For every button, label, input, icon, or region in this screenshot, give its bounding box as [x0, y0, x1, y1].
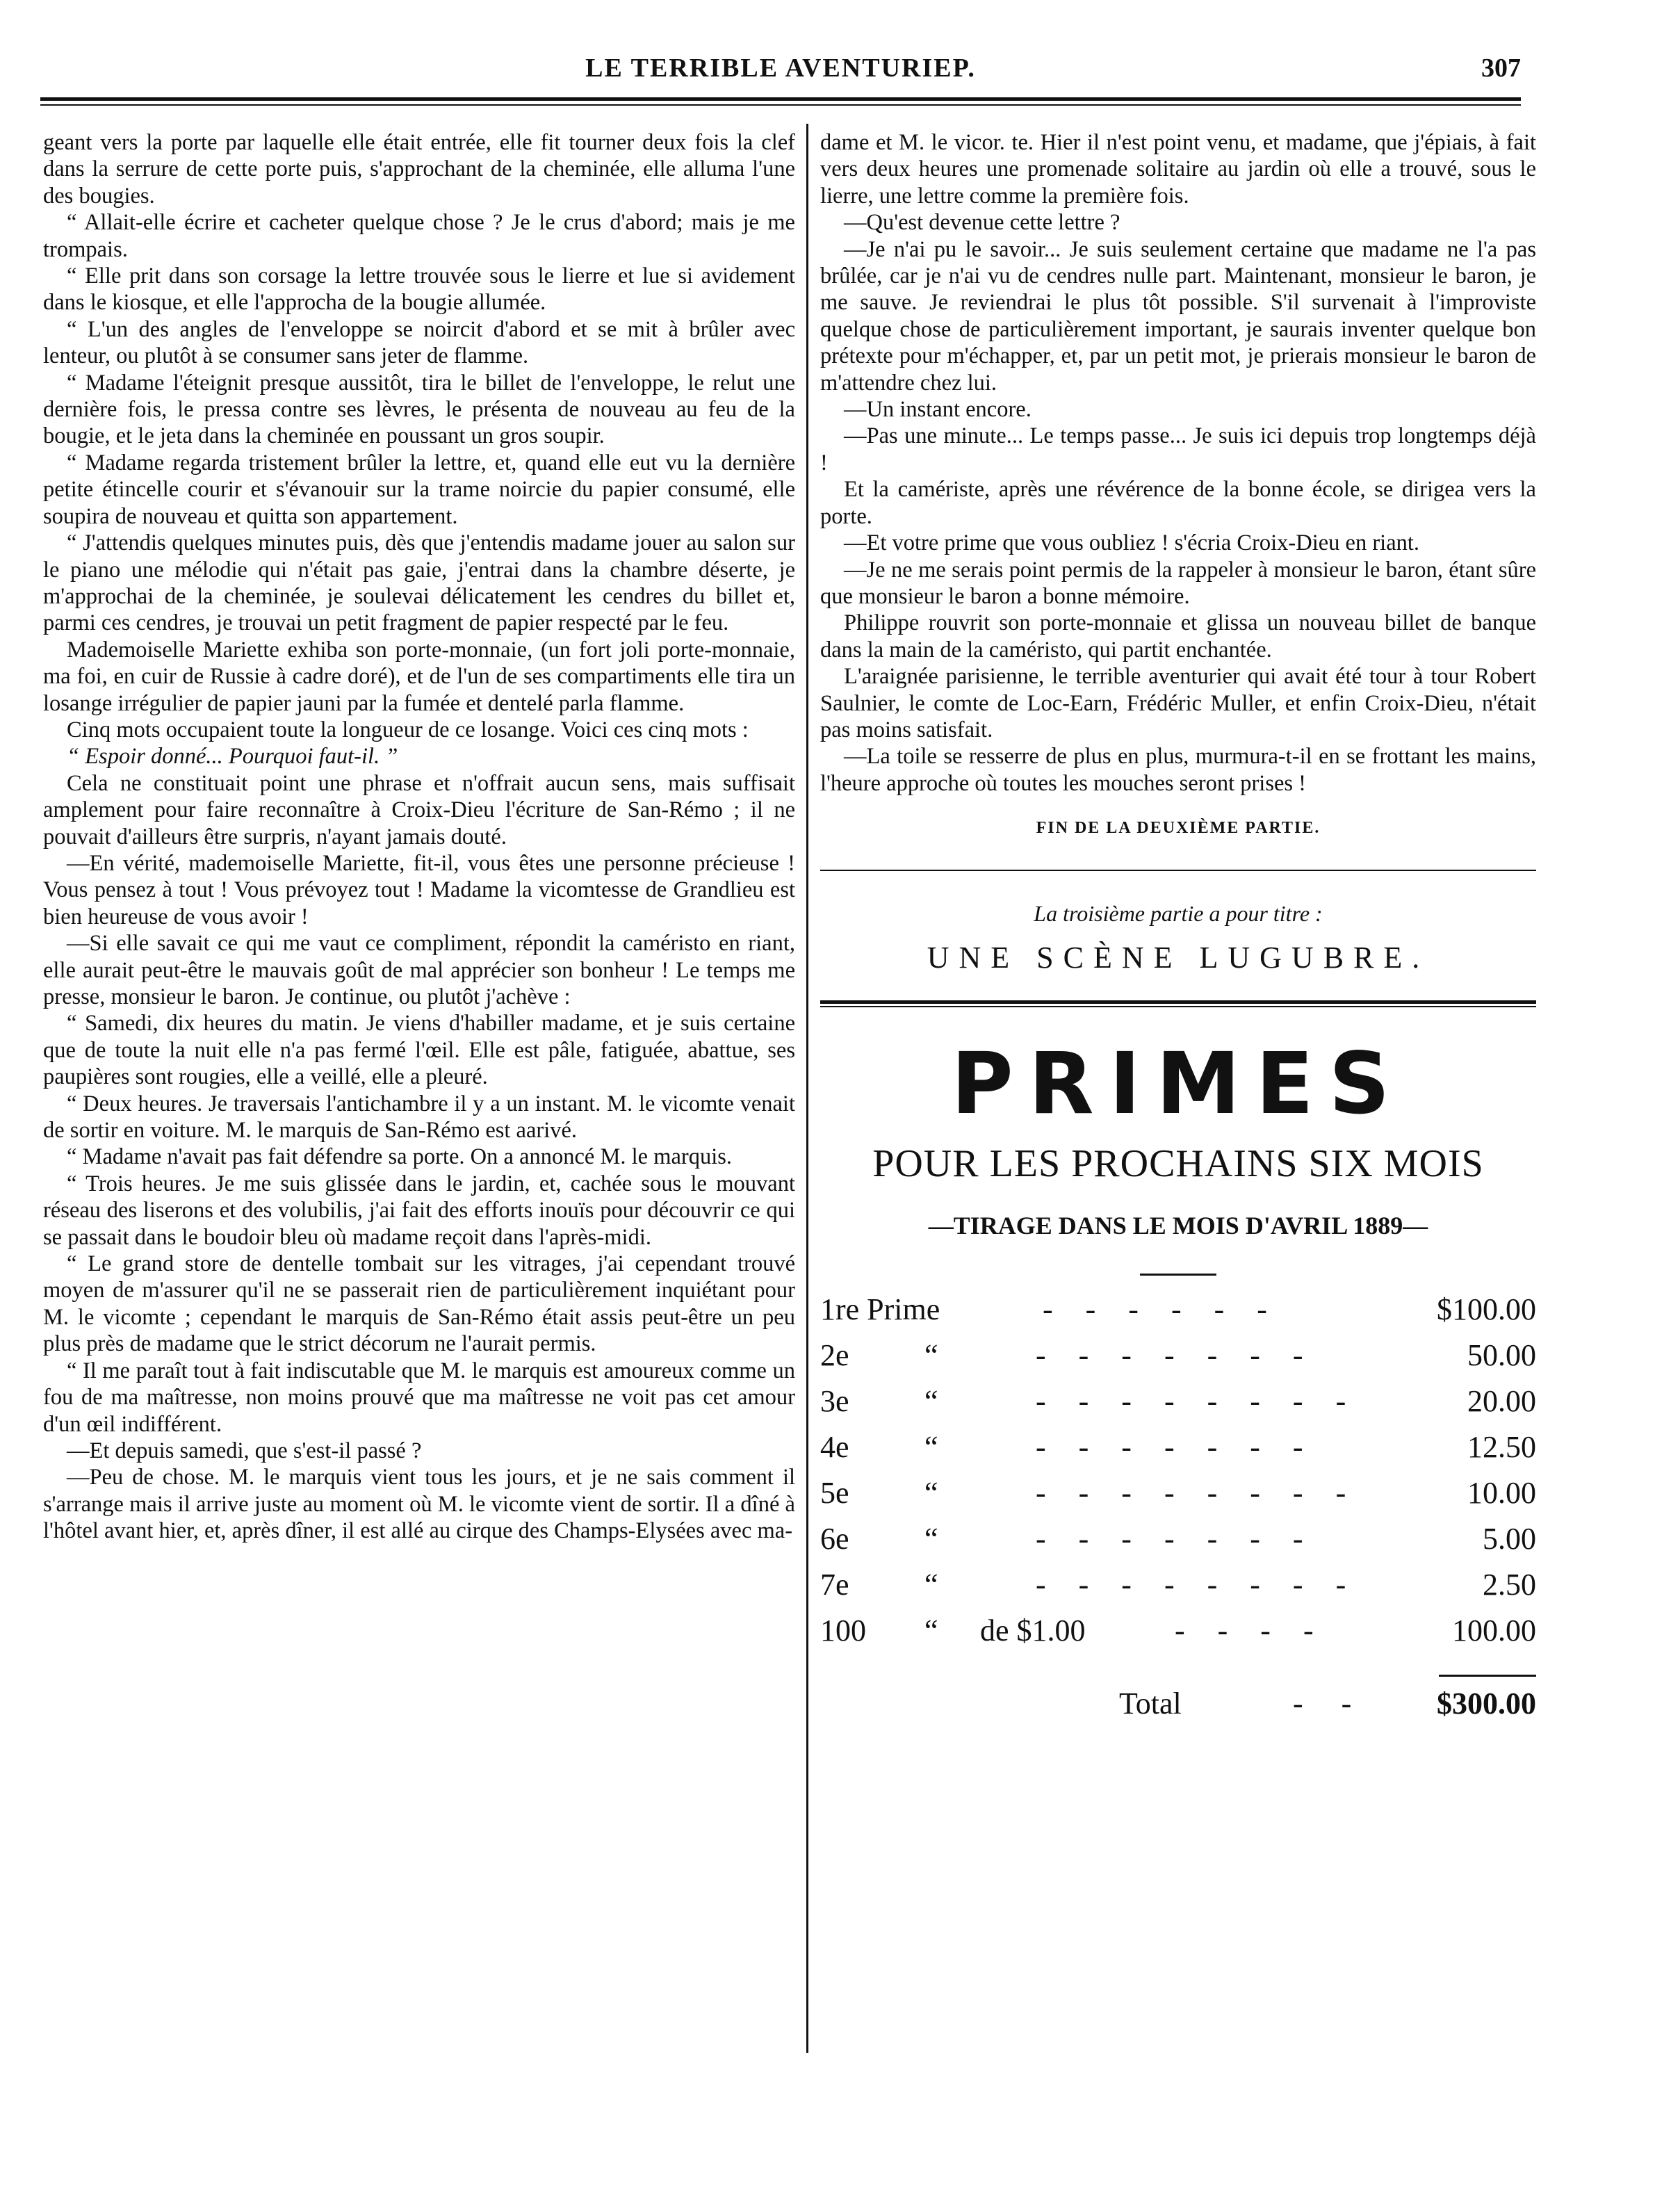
prize-amount: 20.00 — [1467, 1384, 1536, 1419]
next-part-intro: La troisième partie a pour titre : — [1034, 900, 1323, 926]
paragraph: —Et depuis samedi, que s'est-il passé ? — [67, 1438, 422, 1463]
paragraph: Cela ne constituait point une phrase et n'offrait aucun sens, mais suffisait amplement pour faire reconnaître à Croix-Dieu l'écriture de San-Rémo ; il ne pouvait d'ailleurs être surpris, n'ayant jamais douté. — [43, 770, 795, 849]
prize-dashes: - - - - - - - - — [1036, 1568, 1359, 1602]
table-row — [820, 1476, 1536, 1526]
paragraph: —En vérité, mademoiselle Mariette, fit-il, vous êtes une personne précieuse ! Vous pensez à tout ! Vous prévoyez tout ! Madame la vicomtesse de Grandlieu est bien heureuse de vous avoir ! — [43, 850, 795, 929]
ditto-mark: “ — [924, 1338, 938, 1373]
prize-amount: 5.00 — [1483, 1522, 1536, 1556]
prize-dashes: - - - - - - - - — [1036, 1384, 1359, 1419]
prize-amount: 50.00 — [1467, 1338, 1536, 1373]
prize-dashes: - - - - — [1175, 1613, 1326, 1648]
primes-subheading: POUR LES PROCHAINS SIX MOIS — [872, 1142, 1484, 1186]
table-row — [820, 1338, 1536, 1388]
table-row — [820, 1613, 1536, 1664]
double-rule — [820, 1000, 1536, 1007]
running-title: LE TERRIBLE AVENTURIEP. — [585, 54, 976, 83]
prize-dashes: - - - - - - — [1043, 1292, 1280, 1327]
prize-note: de $1.00 — [980, 1613, 1086, 1648]
prize-amount: 12.50 — [1467, 1430, 1536, 1465]
page-header — [40, 40, 1521, 89]
total-label: Total — [1119, 1686, 1182, 1721]
paragraph: “ Deux heures. Je traversais l'antichambre il y a un instant. M. le vicomte venait de sortir en voiture. M. le marquis de San-Rémo est aarivé. — [43, 1091, 795, 1144]
prize-dashes: - - - - - - - — [1036, 1522, 1316, 1556]
prize-rank: 6e — [820, 1522, 849, 1556]
paragraph: “ Trois heures. Je me suis glissée dans le jardin, et, cachée sous le mouvant réseau des liserons et des volubilis, j'ai fait des efforts inouïs pour découvrir ce qui se passait dans le boudoir bleu où madame reçoit dans l'après-midi. — [43, 1171, 795, 1250]
total-dashes: - - — [1293, 1686, 1367, 1721]
ditto-mark: “ — [924, 1476, 938, 1511]
prize-amount: 100.00 — [1452, 1613, 1536, 1648]
paragraph: “ Madame regarda tristement brûler la lettre, et, quand elle eut vu la dernière petite étincelle courir et s'évanouir sur la trame noircie du papier consumé, elle soupira de nouveau et quitta son appartement. — [43, 450, 795, 529]
section-separator — [820, 870, 1536, 871]
paragraph: —Un instant encore. — [844, 397, 1032, 423]
prize-rank: 7e — [820, 1568, 849, 1602]
ditto-mark: “ — [924, 1384, 938, 1419]
prize-rank: 100 — [820, 1613, 866, 1648]
paragraph: Philippe rouvrit son porte-monnaie et glissa un nouveau billet de banque dans la main de la caméristo, qui partit enchantée. — [820, 610, 1536, 662]
paragraph: “ J'attendis quelques minutes puis, dès que j'entendis madame jouer au salon sur le piano une mélodie qui n'était pas gaie, j'entrai dans la chambre déserte, je m'approchai de la cheminée, je soulevai délicatement les cendres du billet et, parmi ces cendres, je trouvai un petit fragment de papier respecté par le feu. — [43, 530, 795, 636]
total-amount: $300.00 — [1437, 1686, 1536, 1721]
right-column — [820, 129, 1536, 1739]
prize-amount: 10.00 — [1467, 1476, 1536, 1511]
paragraph: “ Madame n'avait pas fait défendre sa porte. On a annoncé M. le marquis. — [67, 1144, 733, 1170]
header-rule-thick — [40, 97, 1521, 101]
header-rule-thin — [40, 104, 1521, 106]
prize-amount: 2.50 — [1483, 1568, 1536, 1602]
prize-rank: 3e — [820, 1384, 849, 1419]
paragraph: “ Samedi, dix heures du matin. Je viens d'habiller madame, et je suis certaine que de toute la nuit elle n'a pas fermé l'œil. Elle est pâle, fatiguée, abattue, ses paupières sont rougies, elle a veillé, elle a pleuré. — [43, 1011, 795, 1090]
ditto-mark: “ — [924, 1568, 938, 1602]
total-rule — [1439, 1675, 1536, 1677]
end-of-part-notice: FIN DE LA DEUXIÈME PARTIE. — [1036, 819, 1321, 838]
quoted-fragment: “ Espoir donné... Pourquoi faut-il. ” — [67, 744, 398, 770]
short-rule — [1140, 1274, 1216, 1276]
paragraph: —Pas une minute... Le temps passe... Je suis ici depuis trop longtemps déjà ! — [820, 423, 1536, 475]
paragraph: —Et votre prime que vous oubliez ! s'écria Croix-Dieu en riant. — [844, 530, 1420, 556]
paragraph: geant vers la porte par laquelle elle était entrée, elle fit tourner deux fois la clef dans la serrure de cette porte puis, s'approchant de la cheminée, elle alluma l'une des bougies. — [43, 130, 795, 209]
prize-dashes: - - - - - - - — [1036, 1338, 1316, 1373]
paragraph: dame et M. le vicor. te. Hier il n'est point venu, et madame, que j'épiais, à fait vers deux heures une promenade solitaire au jardin où elle a trouvé, sous le lierre, une lettre comme la première fois. — [820, 130, 1536, 209]
table-row — [820, 1292, 1536, 1342]
paragraph: —Si elle savait ce qui me vaut ce compliment, répondit la caméristo en riant, elle aurait peut-être le mauvais goût de mal apprécier son bonheur ! Le temps me presse, monsieur le baron. Je continue, ou plutôt j'achève : — [43, 931, 795, 1009]
prize-table — [820, 1292, 1536, 1739]
paragraph: —Je n'ai pu le savoir... Je suis seulement certaine que madame ne l'a pas brûlée, car je n'ai vu de cendres nulle part. Maintenant, monsieur le baron, je me sauve. Je reviendrai le plus tôt possible. S'il survenait à l'improviste quelque chose de particulièrement important, je saurais inventer quelque bon prétexte pour m'échapper, et, par un petit mot, je prierais monsieur le baron de m'attendre chez lui. — [820, 236, 1536, 396]
paragraph: “ Madame l'éteignit presque aussitôt, tira le billet de l'enveloppe, le relut une dernière fois, le pressa contre ses lèvres, le présenta de nouveau au feu de la bougie, et le jeta dans la cheminée en poussant un gros soupir. — [43, 370, 795, 449]
primes-heading: PRIMES — [951, 1034, 1405, 1134]
prize-dashes: - - - - - - - — [1036, 1430, 1316, 1465]
table-row — [820, 1522, 1536, 1572]
table-row — [820, 1430, 1536, 1480]
paragraph: “ Le grand store de dentelle tombait sur les vitrages, j'ai cependant trouvé moyen de m'assurer qu'il ne se passerait rien de particulièrement inquiétant pour M. le vicomte ; cependant le marquis de San-Rémo était assis peut-être un peu plus près de madame que le strict décorum ne l'aurait permis. — [43, 1251, 795, 1357]
draw-date: —TIRAGE DANS LE MOIS D'AVRIL 1889— — [928, 1211, 1428, 1239]
paragraph: “ Elle prit dans son corsage la lettre trouvée sous le lierre et lue si avidement dans le kiosque, et elle l'approcha de la bougie allumée. — [43, 263, 795, 316]
column-divider — [806, 124, 808, 2053]
prize-dashes: - - - - - - - - — [1036, 1476, 1359, 1511]
paragraph: L'araignée parisienne, le terrible aventurier qui avait été tour à tour Robert Saulnier, le comte de Loc-Earn, Frédéric Muller, et enfin Croix-Dieu, n'était pas moins satisfait. — [820, 664, 1536, 742]
next-part-title: UNE SCÈNE LUGUBRE. — [927, 940, 1430, 975]
left-column — [43, 129, 795, 1545]
paragraph: “ L'un des angles de l'enveloppe se noircit d'abord et se mit à brûler avec lenteur, ou plutôt à se consumer sans jeter de flamme. — [43, 316, 795, 369]
prize-rank: 1re Prime — [820, 1292, 940, 1327]
paragraph: —Qu'est devenue cette lettre ? — [844, 210, 1120, 236]
prize-rank: 5e — [820, 1476, 849, 1511]
paragraph: “ Allait-elle écrire et cacheter quelque chose ? Je le crus d'abord; mais je me trompais. — [43, 210, 795, 262]
paragraph: “ Il me paraît tout à fait indiscutable que M. le marquis est amoureux comme un fou de ma maîtresse, non moins prouvé que ma maîtresse ne voit pas cet amour d'un œil indifférent. — [43, 1358, 795, 1437]
paragraph: Mademoiselle Mariette exhiba son porte-monnaie, (un fort joli porte-monnaie, ma foi, en cuir de Russie à cadre doré), et de l'un de ses compartiments elle tira un losange irrégulier de papier jauni par la fumée et dentelé parla flamme. — [43, 637, 795, 716]
paragraph: —Peu de chose. M. le marquis vient tous les jours, et je ne sais comment il s'arrange mais il arrive juste au moment où M. le vicomte vient de sortir. Il a dîné à l'hôtel avant hier, et, après dîner, il est allé au cirque des Champs-Elysées avec ma- — [43, 1465, 795, 1544]
ditto-mark: “ — [924, 1430, 938, 1465]
paragraph: Et la camériste, après une révérence de la bonne école, se dirigea vers la porte. — [820, 477, 1536, 529]
total-row — [820, 1686, 1536, 1739]
prize-amount: $100.00 — [1437, 1292, 1536, 1327]
table-row — [820, 1384, 1536, 1434]
prize-rank: 4e — [820, 1430, 849, 1465]
paragraph: Cinq mots occupaient toute la longueur de ce losange. Voici ces cinq mots : — [67, 717, 749, 742]
paragraph: —Je ne me serais point permis de la rappeler à monsieur le baron, étant sûre que monsieur le baron a bonne mémoire. — [820, 557, 1536, 609]
ditto-mark: “ — [924, 1613, 938, 1648]
page-number: 307 — [1481, 54, 1521, 83]
paragraph: —La toile se resserre de plus en plus, murmura-t-il en se frottant les mains, l'heure approche où toutes les mouches seront prises ! — [820, 744, 1536, 796]
ditto-mark: “ — [924, 1522, 938, 1556]
table-row — [820, 1568, 1536, 1618]
prize-rank: 2e — [820, 1338, 849, 1373]
